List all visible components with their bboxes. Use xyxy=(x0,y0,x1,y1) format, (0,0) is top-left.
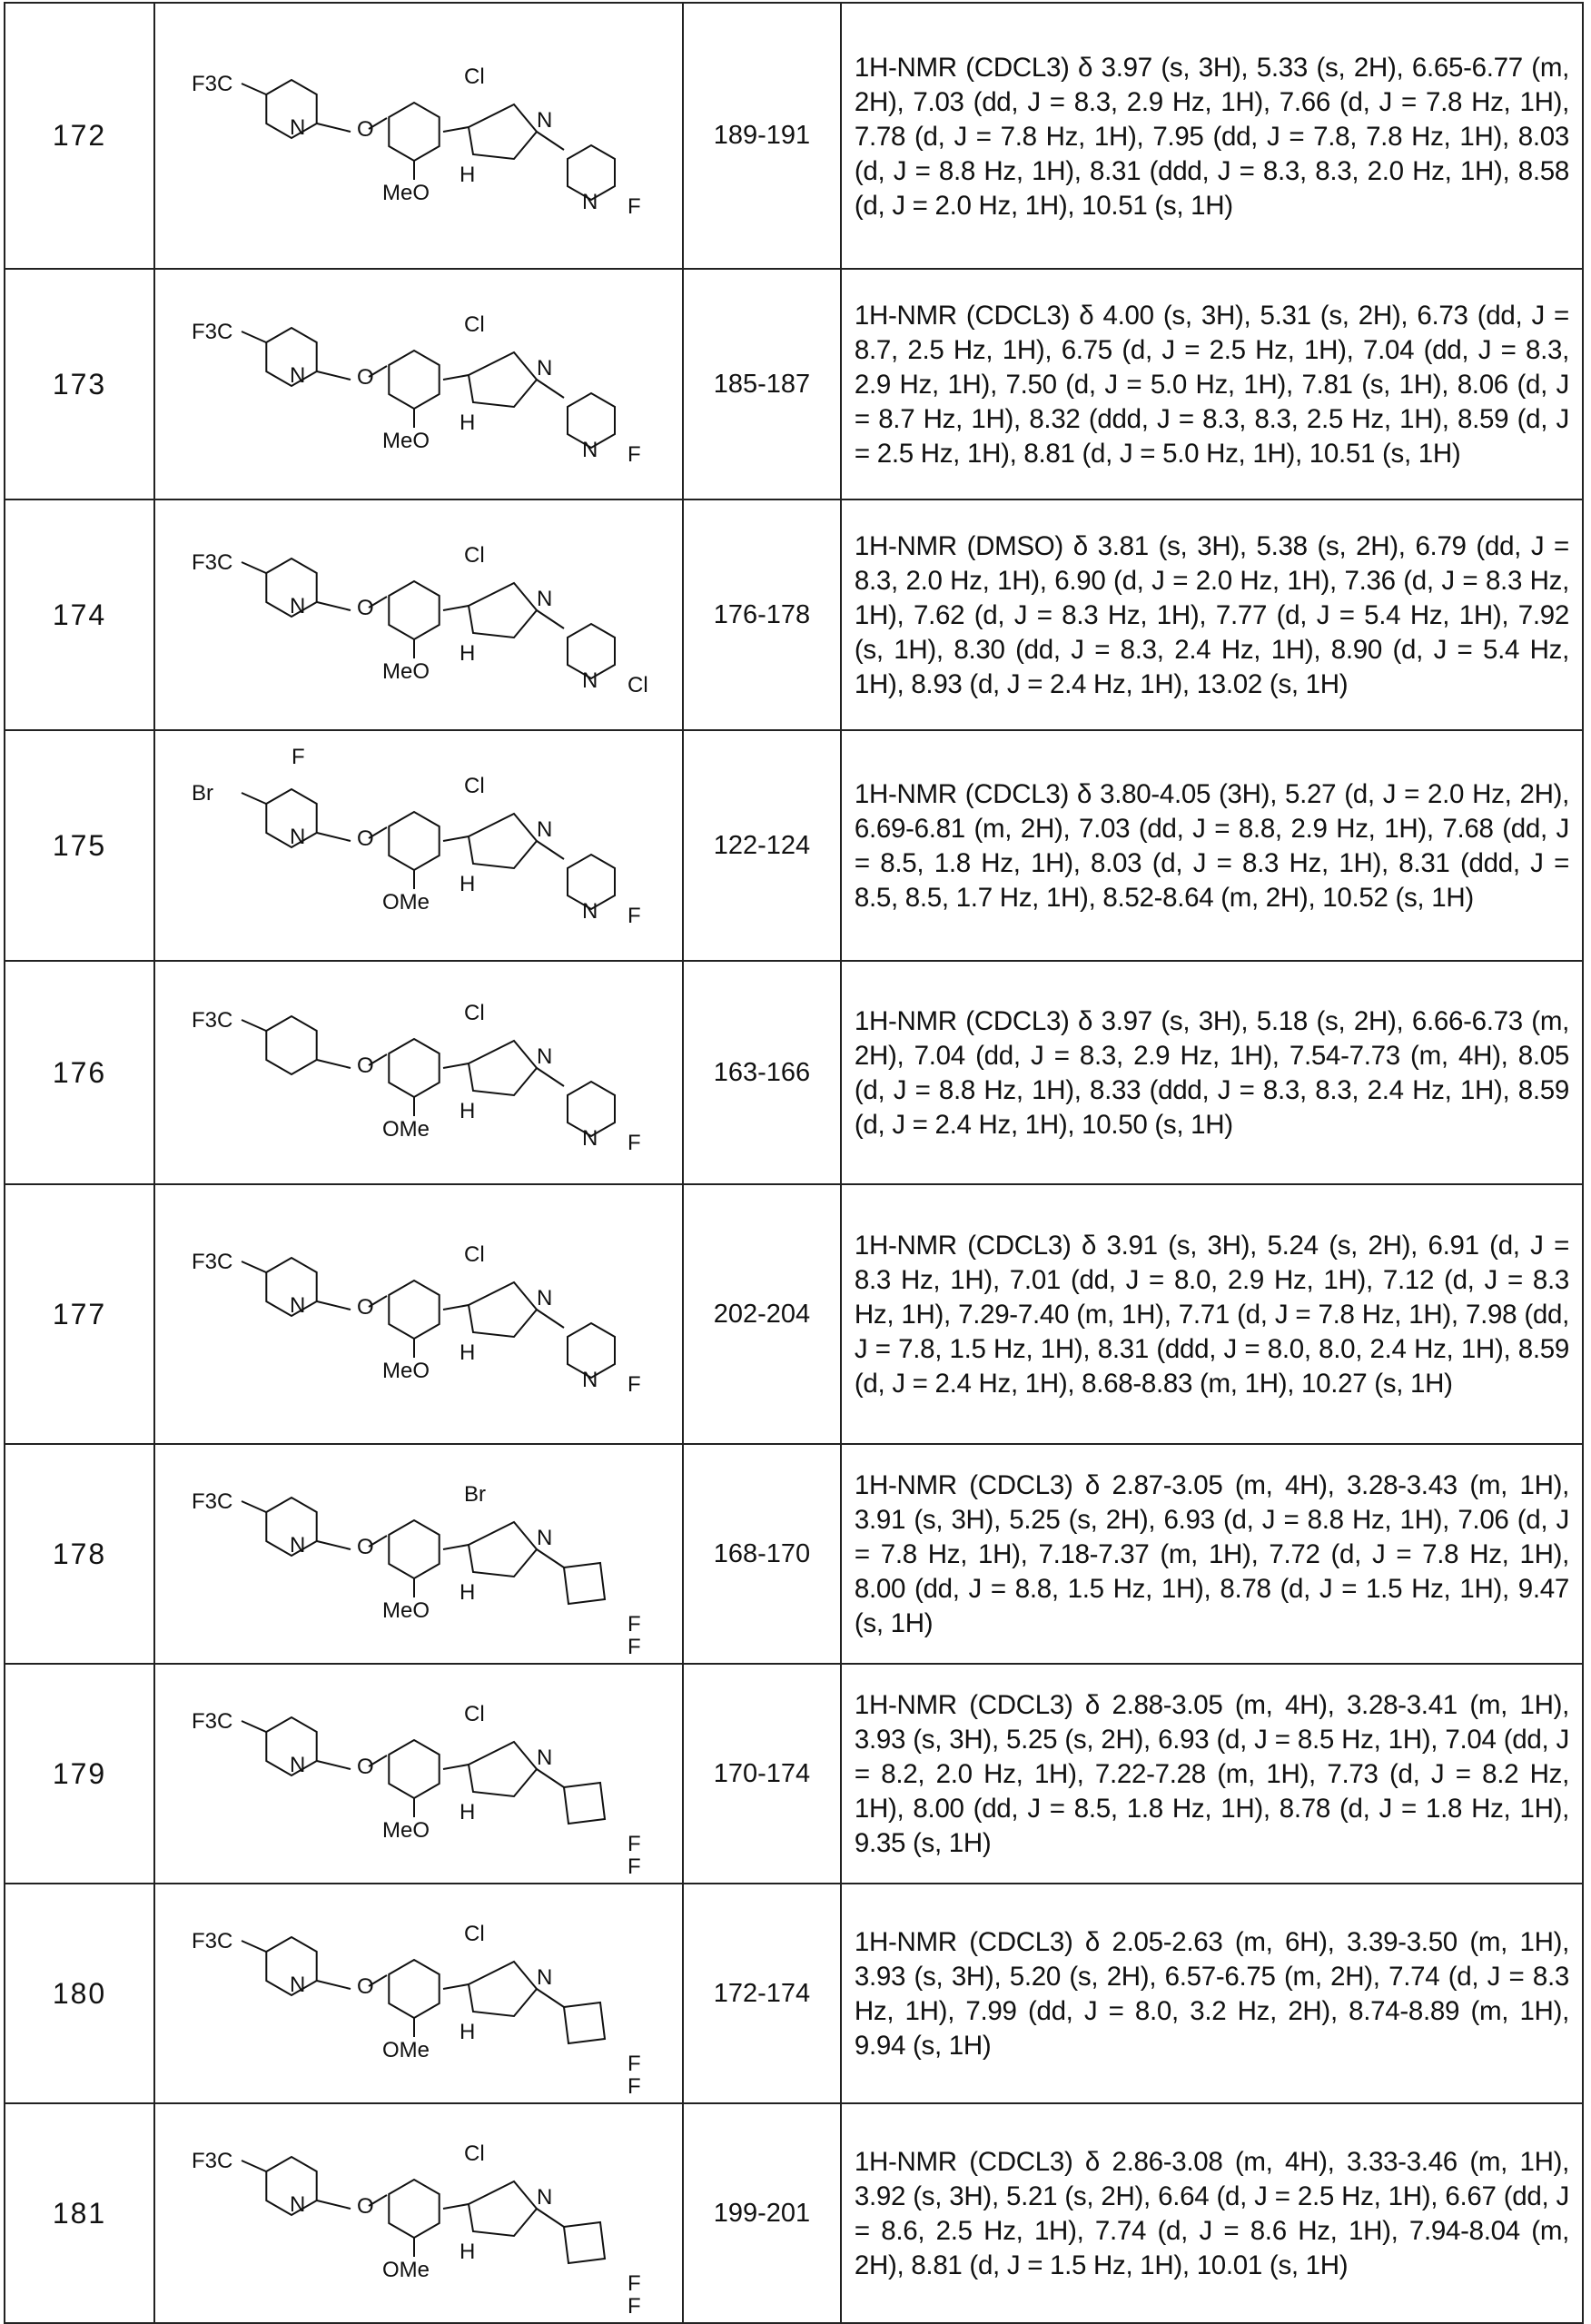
phenyl-ring xyxy=(389,351,439,409)
structure-label-ring_n: N xyxy=(290,1753,305,1777)
chemical-structure xyxy=(154,1884,683,2103)
structure-label-methoxy: MeO xyxy=(382,181,430,205)
phenyl-ring xyxy=(389,812,439,870)
structure-label-linker: O xyxy=(357,2194,374,2219)
structure-drawing xyxy=(155,737,682,954)
structure-label-right: F xyxy=(628,1612,641,1637)
structure-label-right: F xyxy=(628,904,641,928)
phenyl-ring xyxy=(389,1960,439,2018)
structure-label-right_n: N xyxy=(582,1368,598,1392)
table-row xyxy=(5,1664,1583,1884)
structure-label-linker: O xyxy=(357,1974,374,1999)
structure-label-right2: F xyxy=(628,2294,641,2319)
nmr-data: 1H-NMR (CDCL3) δ 2.86-3.08 (m, 4H), 3.33-3.46 (m, 1H), 3.92 (s, 3H), 5.21 (s, 2H), 6.64 (d, J = 2.5 Hz, 1H), 6.67 (dd, J = 8.6, 2.5 Hz, 1H), 7.74 (d, J = 8.6 Hz, 1H), 7.94-8.04 (m, 2H), 8.81 (d, J = 1.5 Hz, 1H), 10.01 (s, 1H) xyxy=(841,2103,1583,2323)
nmr-data: 1H-NMR (CDCL3) δ 3.97 (s, 3H), 5.33 (s, 2H), 6.65-6.77 (m, 2H), 7.03 (dd, J = 8.3, 2.9 Hz, 1H), 7.66 (d, J = 7.8 Hz, 1H), 7.78 (d, J = 7.8 Hz, 1H), 7.95 (dd, J = 7.8, 7.8 Hz, 1H), 8.03 (d, J = 8.8 Hz, 1H), 8.31 (ddd, J = 8.3, 8.3, 2.0 Hz, 1H), 8.58 (d, J = 2.0 Hz, 1H), 10.51 (s, 1H) xyxy=(841,3,1583,269)
structure-label-left: F3C xyxy=(192,72,232,96)
structure-label-linker: O xyxy=(357,1535,374,1559)
structure-label-nh: H xyxy=(460,163,475,187)
compound-number: 172 xyxy=(5,3,154,269)
compound-number: 173 xyxy=(5,269,154,499)
structure-label-ring_n: N xyxy=(290,825,305,849)
compound-table xyxy=(4,2,1584,2324)
structure-label-methoxy: OMe xyxy=(382,1117,430,1142)
chemical-structure xyxy=(154,1664,683,1884)
structure-label-halogen: Cl xyxy=(464,1001,485,1025)
structure-label-methoxy: OMe xyxy=(382,2258,430,2282)
table-row xyxy=(5,1444,1583,1664)
melting-point: 189-191 xyxy=(683,3,841,269)
nmr-data: 1H-NMR (DMSO) δ 3.81 (s, 3H), 5.38 (s, 2H), 6.79 (dd, J = 8.3, 2.0 Hz, 1H), 6.90 (d, J = 2.0 Hz, 1H), 7.36 (d, J = 8.3 Hz, 1H), 7.62 (d, J = 8.3 Hz, 1H), 7.77 (d, J = 5.4 Hz, 1H), 7.92 (s, 1H), 8.30 (dd, J = 8.3, 2.4 Hz, 1H), 8.90 (d, J = 5.4 Hz, 1H), 8.93 (d, J = 2.4 Hz, 1H), 13.02 (s, 1H) xyxy=(841,499,1583,730)
structure-drawing xyxy=(155,964,682,1182)
nmr-data: 1H-NMR (CDCL3) δ 4.00 (s, 3H), 5.31 (s, 2H), 6.73 (dd, J = 8.7, 2.5 Hz, 1H), 6.75 (d, J = 2.5 Hz, 1H), 7.04 (dd, J = 8.3, 2.9 Hz, 1H), 7.50 (d, J = 5.0 Hz, 1H), 7.81 (s, 1H), 8.06 (d, J = 8.7 Hz, 1H), 8.32 (ddd, J = 8.3, 8.3, 2.5 Hz, 1H), 8.59 (d, J = 2.5 Hz, 1H), 8.81 (d, J = 5.0 Hz, 1H), 10.51 (s, 1H) xyxy=(841,269,1583,499)
cycloalkyl-ring xyxy=(564,1563,605,1604)
melting-point: 185-187 xyxy=(683,269,841,499)
cycloalkyl-ring xyxy=(564,2222,605,2263)
cycloalkyl-ring xyxy=(564,1783,605,1824)
structure-label-methoxy: MeO xyxy=(382,429,430,453)
structure-label-right: Cl xyxy=(628,673,648,697)
structure-label-left: F3C xyxy=(192,1929,232,1953)
compound-number: 180 xyxy=(5,1884,154,2103)
table-row xyxy=(5,730,1583,961)
structure-label-imid_n: N xyxy=(537,1044,552,1069)
melting-point: 172-174 xyxy=(683,1884,841,2103)
structure-label-right: F xyxy=(628,2271,641,2296)
structure-drawing xyxy=(155,2104,682,2322)
structure-label-right_n: N xyxy=(582,1126,598,1151)
structure-drawing xyxy=(155,506,682,724)
phenyl-ring xyxy=(389,103,439,161)
phenyl-ring xyxy=(389,1740,439,1798)
imidazole-ring xyxy=(469,1962,537,2016)
table-row xyxy=(5,2103,1583,2323)
structure-drawing xyxy=(155,27,682,245)
structure-label-methoxy: MeO xyxy=(382,1818,430,1843)
left-ring xyxy=(266,1016,316,1074)
structure-label-imid_n: N xyxy=(537,587,552,611)
structure-label-ring_n: N xyxy=(290,1533,305,1558)
structure-label-halogen: Cl xyxy=(464,312,485,337)
structure-label-right_n: N xyxy=(582,899,598,924)
structure-label-right: F xyxy=(628,1832,641,1856)
structure-label-imid_n: N xyxy=(537,1965,552,1990)
compound-number: 175 xyxy=(5,730,154,961)
structure-label-halogen: Br xyxy=(464,1482,486,1507)
structure-label-nh: H xyxy=(460,1099,475,1123)
structure-label-nh: H xyxy=(460,641,475,666)
phenyl-ring xyxy=(389,1281,439,1339)
compound-number: 181 xyxy=(5,2103,154,2323)
imidazole-ring xyxy=(469,2181,537,2236)
structure-label-methoxy: OMe xyxy=(382,2038,430,2062)
structure-label-right_n: N xyxy=(582,190,598,214)
structure-label-linker: O xyxy=(357,826,374,851)
chemical-structure xyxy=(154,1184,683,1444)
table-row xyxy=(5,269,1583,499)
imidazole-ring xyxy=(469,1041,537,1095)
structure-label-ring_n: N xyxy=(290,1973,305,1997)
structure-label-nh: H xyxy=(460,1340,475,1365)
melting-point: 163-166 xyxy=(683,961,841,1184)
compound-number: 174 xyxy=(5,499,154,730)
structure-label-ring_n: N xyxy=(290,2192,305,2217)
structure-label-ring_n: N xyxy=(290,594,305,618)
chemical-structure xyxy=(154,730,683,961)
structure-label-halogen: Cl xyxy=(464,1242,485,1267)
structure-label-imid_n: N xyxy=(537,1526,552,1550)
chemical-structure xyxy=(154,269,683,499)
structure-drawing xyxy=(155,1445,682,1663)
structure-label-left: F3C xyxy=(192,1709,232,1734)
nmr-data: 1H-NMR (CDCL3) δ 3.97 (s, 3H), 5.18 (s, 2H), 6.66-6.73 (m, 2H), 7.04 (dd, J = 8.3, 2.9 Hz, 1H), 7.54-7.73 (m, 4H), 8.05 (d, J = 8.8 Hz, 1H), 8.33 (ddd, J = 8.3, 8.3, 2.4 Hz, 1H), 8.59 (d, J = 2.4 Hz, 1H), 10.50 (s, 1H) xyxy=(841,961,1583,1184)
melting-point: 170-174 xyxy=(683,1664,841,1884)
compound-number: 178 xyxy=(5,1444,154,1664)
structure-label-imid_n: N xyxy=(537,108,552,133)
structure-label-methoxy: MeO xyxy=(382,1359,430,1383)
compound-number: 176 xyxy=(5,961,154,1184)
structure-label-right: F xyxy=(628,442,641,467)
imidazole-ring xyxy=(469,583,537,638)
structure-drawing xyxy=(155,275,682,493)
structure-label-halogen: Cl xyxy=(464,1702,485,1726)
chemical-structure xyxy=(154,1444,683,1664)
chemical-structure xyxy=(154,499,683,730)
nmr-data: 1H-NMR (CDCL3) δ 3.91 (s, 3H), 5.24 (s, 2H), 6.91 (d, J = 8.3 Hz, 1H), 7.01 (dd, J = 8.0, 2.9 Hz, 1H), 7.12 (d, J = 8.3 Hz, 1H), 7.29-7.40 (m, 1H), 7.71 (d, J = 7.8 Hz, 1H), 7.98 (dd, J = 7.8, 1.5 Hz, 1H), 8.31 (ddd, J = 8.0, 8.0, 2.4 Hz, 1H), 8.59 (d, J = 2.4 Hz, 1H), 8.68-8.83 (m, 1H), 10.27 (s, 1H) xyxy=(841,1184,1583,1444)
structure-label-linker: O xyxy=(357,1755,374,1779)
structure-label-imid_n: N xyxy=(537,2185,552,2210)
compound-number: 179 xyxy=(5,1664,154,1884)
structure-label-methoxy: MeO xyxy=(382,1598,430,1623)
structure-label-linker: O xyxy=(357,1295,374,1320)
imidazole-ring xyxy=(469,1742,537,1796)
structure-label-halogen: Cl xyxy=(464,64,485,89)
structure-label-right: F xyxy=(628,1131,641,1155)
structure-label-imid_n: N xyxy=(537,1286,552,1310)
chemical-structure xyxy=(154,2103,683,2323)
structure-label-nh: H xyxy=(460,872,475,896)
structure-label-right: F xyxy=(628,1372,641,1397)
structure-label-right_n: N xyxy=(582,668,598,693)
structure-label-halogen: Cl xyxy=(464,2141,485,2166)
structure-label-top: F xyxy=(292,745,305,769)
structure-label-left: F3C xyxy=(192,320,232,344)
structure-label-left: F3C xyxy=(192,1489,232,1514)
nmr-data: 1H-NMR (CDCL3) δ 2.87-3.05 (m, 4H), 3.28-3.43 (m, 1H), 3.91 (s, 3H), 5.25 (s, 2H), 6.93 (d, J = 8.8 Hz, 1H), 7.06 (d, J = 7.8 Hz, 1H), 7.18-7.37 (m, 1H), 7.72 (d, J = 7.8 Hz, 1H), 8.00 (dd, J = 8.8, 1.5 Hz, 1H), 8.78 (d, J = 1.5 Hz, 1H), 9.47 (s, 1H) xyxy=(841,1444,1583,1664)
melting-point: 168-170 xyxy=(683,1444,841,1664)
chemical-structure xyxy=(154,961,683,1184)
structure-label-nh: H xyxy=(460,2240,475,2264)
phenyl-ring xyxy=(389,581,439,639)
structure-label-right2: F xyxy=(628,1635,641,1659)
structure-label-nh: H xyxy=(460,410,475,435)
table-row xyxy=(5,1184,1583,1444)
structure-label-left: F3C xyxy=(192,1008,232,1033)
phenyl-ring xyxy=(389,2180,439,2238)
structure-label-right2: F xyxy=(628,2074,641,2099)
structure-drawing xyxy=(155,1665,682,1883)
structure-label-nh: H xyxy=(460,1800,475,1825)
structure-label-left: F3C xyxy=(192,2149,232,2173)
imidazole-ring xyxy=(469,104,537,159)
phenyl-ring xyxy=(389,1520,439,1578)
table-row xyxy=(5,499,1583,730)
structure-label-ring_n: N xyxy=(290,1293,305,1318)
table-row xyxy=(5,3,1583,269)
structure-label-imid_n: N xyxy=(537,817,552,842)
structure-label-left: F3C xyxy=(192,1250,232,1274)
melting-point: 199-201 xyxy=(683,2103,841,2323)
structure-label-nh: H xyxy=(460,2020,475,2044)
structure-label-halogen: Cl xyxy=(464,543,485,568)
structure-label-left: Br xyxy=(192,781,213,806)
nmr-data: 1H-NMR (CDCL3) δ 2.05-2.63 (m, 6H), 3.39-3.50 (m, 1H), 3.93 (s, 3H), 5.20 (s, 2H), 6.57-6.75 (m, 2H), 7.74 (d, J = 8.3 Hz, 1H), 7.99 (dd, J = 8.0, 3.2 Hz, 2H), 8.74-8.89 (m, 1H), 9.94 (s, 1H) xyxy=(841,1884,1583,2103)
imidazole-ring xyxy=(469,352,537,407)
structure-label-left: F3C xyxy=(192,550,232,575)
structure-label-linker: O xyxy=(357,117,374,142)
nmr-data: 1H-NMR (CDCL3) δ 2.88-3.05 (m, 4H), 3.28-3.41 (m, 1H), 3.93 (s, 3H), 5.25 (s, 2H), 6.93 (d, J = 8.5 Hz, 1H), 7.04 (dd, J = 8.2, 2.0 Hz, 1H), 7.22-7.28 (m, 1H), 7.73 (d, J = 8.2 Hz, 1H), 8.00 (dd, J = 8.5, 1.8 Hz, 1H), 8.78 (d, J = 1.8 Hz, 1H), 9.35 (s, 1H) xyxy=(841,1664,1583,1884)
imidazole-ring xyxy=(469,1282,537,1337)
melting-point: 122-124 xyxy=(683,730,841,961)
structure-label-right: F xyxy=(628,194,641,219)
compound-number: 177 xyxy=(5,1184,154,1444)
structure-label-linker: O xyxy=(357,596,374,620)
structure-label-methoxy: MeO xyxy=(382,659,430,684)
structure-label-imid_n: N xyxy=(537,1745,552,1770)
structure-drawing xyxy=(155,1884,682,2102)
table-row xyxy=(5,961,1583,1184)
melting-point: 202-204 xyxy=(683,1184,841,1444)
structure-label-halogen: Cl xyxy=(464,1922,485,1946)
structure-label-right2: F xyxy=(628,1854,641,1879)
structure-label-nh: H xyxy=(460,1580,475,1605)
structure-label-linker: O xyxy=(357,365,374,390)
structure-label-right: F xyxy=(628,2052,641,2076)
structure-label-ring_n: N xyxy=(290,363,305,388)
structure-label-linker: O xyxy=(357,1053,374,1078)
phenyl-ring xyxy=(389,1039,439,1097)
melting-point: 176-178 xyxy=(683,499,841,730)
structure-label-methoxy: OMe xyxy=(382,890,430,915)
imidazole-ring xyxy=(469,1522,537,1577)
chemical-structure xyxy=(154,3,683,269)
structure-label-right_n: N xyxy=(582,438,598,462)
structure-label-halogen: Cl xyxy=(464,774,485,798)
structure-label-ring_n: N xyxy=(290,115,305,140)
structure-label-imid_n: N xyxy=(537,356,552,381)
nmr-data: 1H-NMR (CDCL3) δ 3.80-4.05 (3H), 5.27 (d, J = 2.0 Hz, 2H), 6.69-6.81 (m, 2H), 7.03 (dd, J = 8.8, 2.9 Hz, 1H), 7.68 (dd, J = 8.5, 1.8 Hz, 1H), 8.03 (d, J = 8.3 Hz, 1H), 8.31 (ddd, J = 8.5, 8.5, 1.7 Hz, 1H), 8.52-8.64 (m, 2H), 10.52 (s, 1H) xyxy=(841,730,1583,961)
table-row xyxy=(5,1884,1583,2103)
cycloalkyl-ring xyxy=(564,2003,605,2043)
imidazole-ring xyxy=(469,814,537,868)
structure-drawing xyxy=(155,1205,682,1423)
